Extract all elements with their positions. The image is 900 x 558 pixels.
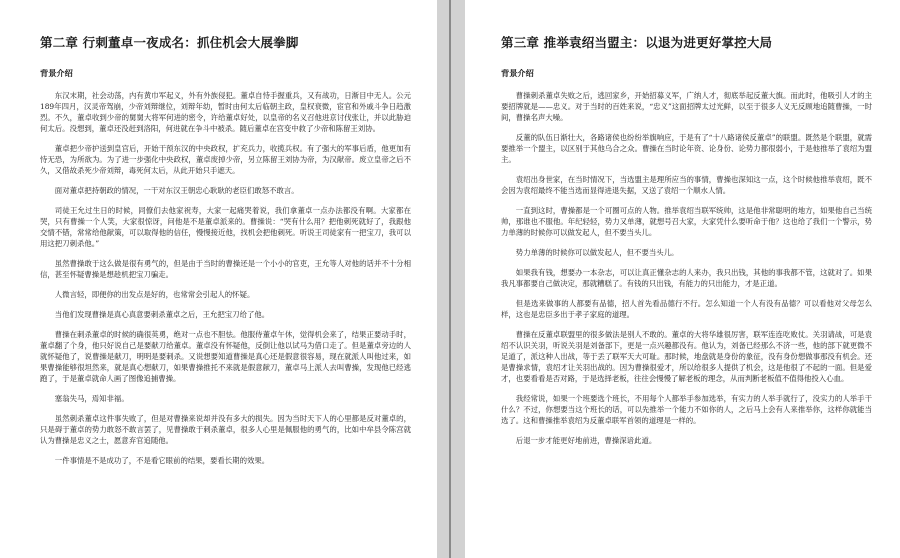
paragraph: 虽然曹操敢于这么做是很有勇气的，但是由于当时的曹操还是一个小小的官吏，王允等人对他的话并不十分相信，甚至怀疑曹操是想趁机把宝刀骗走。 [40, 259, 411, 279]
paragraph: 当他们发现曹操是真心真意要刺杀董卓之后，王允把宝刀给了他。 [54, 310, 270, 319]
paragraph: 但是选来做事的人都要有品德，招人首先看品德行不行。怎么知道一个人有没有品德？可以看他对父母怎么样，这也是忠臣多出于孝子家庭的道理。 [501, 299, 872, 319]
paragraph: 曹操在反董卓联盟里的很多做法是别人不敢的。董卓的大将华雄很厉害，联军连连吃败仗。关羽请战，可是袁绍不认识关羽，听说关羽是刘备部下，更是一点兴趣都没有。他认为，刘备已经那么不济一些，他的部下就更微不足道了，派这种人出战，等于丢了联军天大可耻。那时候，地盘就是身份的象征，没有身份想做事那没有机会。还是曹操求情，袁绍才让关羽出战的。因为曹操很爱才，所以给很多人提供了机会，这是他很了不起的一面。但是爱才，也要看看是否对路，于是选择老板，往往会慢慢了解老板的理念，从而判断老板值不值得他投入心血。 [501, 330, 872, 383]
page-divider [449, 0, 451, 558]
paragraph: 曹操刺杀董卓失败之后，逃回家乡，开始招募义军，广纳人才，彻底举起反董大旗。而此时，他吸引人才的主要招牌就是——忠义。对于当时的百姓来说，“忠义”这面招牌太过光鲜，以至于很多人义无反顾地追随曹操，一时间，曹操名声大噪。 [501, 91, 872, 122]
paragraph: 董卓把少帝护送到皇宫后，开始干预东汉的中央政权，扩充兵力，收揽兵权。有了强大的军事后盾，他更加有恃无恐，为所欲为。为了进一步强化中央政权，董卓废掉少帝，另立陈留王刘协为帝，为汉献帝。废立皇帝之后不久，又借故杀死少帝刘辩，毒死何太后，从此开始只手遮天。 [40, 144, 411, 175]
paragraph: 人微言轻，即便你的出发点是好的，也常常会引起人的怀疑。 [54, 290, 255, 299]
section-label: 背景介绍 [501, 68, 534, 78]
paragraph: 一件事情是不是成功了，不是看它眼前的结果，要看长期的效果。 [54, 456, 270, 465]
paragraph: 反董的队伍日渐壮大，各路诸侯也纷纷举旗响应，于是有了“十八路诸侯反董卓”的联盟。既然是个联盟，就需要推举一个盟主，以区别于其他乌合之众。曹操在当时论年资、论身份、论势力都很弱小，于是他推举了袁绍为盟主。 [501, 133, 872, 164]
paragraph: 面对董卓把持朝政的情况，一干对东汉王朝忠心耿耿的老臣们敢怒不敢言。 [54, 186, 299, 195]
paragraph: 虽然刺杀董卓这件事失败了，但是对曹操来说却并没有多大的损失。因为当时天下人的心里都是反对董卓的，只是碍于董卓的势力敢怒不敢言罢了，见曹操敢于刺杀董卓，很多人心里是佩服他的勇气的，比如中牟县令陈宫就认为曹操是忠义之士，愿意弃官追随他。 [40, 414, 411, 445]
section-label: 背景介绍 [40, 68, 73, 78]
paragraph: 势力单薄的时候你可以做发起人，但不要当头儿。 [515, 248, 679, 257]
paragraph: 东汉末期，社会动荡，内有黄巾军起义，外有外族侵犯。董卓自恃手握重兵，又有战功，日渐目中无人。公元189年四月，汉灵帝驾崩，少帝刘辩继位，刘辩年幼，暂时由何太后临朝主政，皇权衰微，宦官和外戚斗争日趋激烈。不久，董卓收到少帝的舅舅大将军何进的密令，许给董卓好处，以皇帝的名义召他进京讨伐张让，并以此胁迫何太后。没想到，董卓还没赶到洛阳，何进就在争斗中被杀。随后董卓在宫变中救了少帝和陈留王刘协。 [40, 91, 411, 133]
paragraph: 塞翁失马，焉知非福。 [54, 394, 129, 403]
paragraph: 曹操在刺杀董卓的时候的确很英勇，绝对一点也不胆怯。他服侍董卓午休，觉得机会来了，结果正要动手时，董卓翻了个身，他只好说自己是要献刀给董卓。董卓没有怀疑他，反倒让他以试马为借口走了。但是董卓旁边的人就怀疑他了，说曹操是献刀，明明是要刺杀。又说想要知道曹操是真心还是假意很容易，现在就派人叫他过来，如果曹操能够很坦然来，就是真心想献刀，如果曹操推托不来就是假意献刀，董卓马上派人去叫曹操，发现他已经逃跑了，于是董卓就命人画了图像追捕曹操。 [40, 330, 411, 383]
paragraph: 一直到这时，曹操都是一个可圈可点的人物。推举袁绍当联军统帅，这是他非常聪明的地方，如果他自己当统帅，那谁也不服他。年纪轻轻，势力又单薄，就想号召大家，大家凭什么要听命于他？这也给了我们一个警示，势力单薄的时候你可以做发起人，但不要当头儿。 [501, 206, 872, 237]
left-page [0, 0, 437, 558]
paragraph: 袁绍出身世家，在当时情况下，当选盟主是理所应当的事情，曹操也深知这一点，这个时候他推举袁绍，既不会因为袁绍最终不能当选而显得进退失据，又送了袁绍一个顺水人情。 [501, 175, 872, 195]
paragraph: 我经常说，如果一个班要选个班长，不用每个人都举手参加选举，有实力的人举手就行了，没实力的人举手干什么？不过，你想要当这个班长的话，可以先推举一个能力不如你的人，之后马上会有人来推举你，这样你就能当选了。这和曹操推举袁绍为反董卓联军首领的道理是一样的。 [501, 394, 872, 425]
chapter-title: 第二章 行刺董卓一夜成名：抓住机会大展拳脚 [40, 35, 299, 50]
chapter-title: 第三章 推举袁绍当盟主：以退为进更好掌控大局 [501, 35, 773, 50]
paragraph: 后退一步才能更好地前进，曹操深谙此道。 [515, 436, 657, 445]
right-page [465, 0, 900, 558]
paragraph: 司徒王允过生日的时候，同僚们去他家祝寿，大家一起痛哭着说，我们拿董卓一点办法都没有啊。大家都在哭，只有曹操一个人笑，大家很惊讶，问他是不是董卓派来的。曹操说：“哭有什么用？把他刺死就好了，我跟他交情不错，常常给他献策，可以取得他的信任，慢慢接近他，找机会把他刺死。听说王司徒家有一把宝刀，我可以用这把刀刺杀他。” [40, 206, 411, 248]
page-gutter [437, 0, 465, 558]
paragraph: 如果我有钱，想要办一本杂志，可以让真正懂杂志的人来办，我只出钱，其他的事我都不管，这就对了。如果我凡事都要自己做决定，那就糟糕了。有钱的只出钱，有能力的只出能力，才是正道。 [501, 268, 872, 288]
